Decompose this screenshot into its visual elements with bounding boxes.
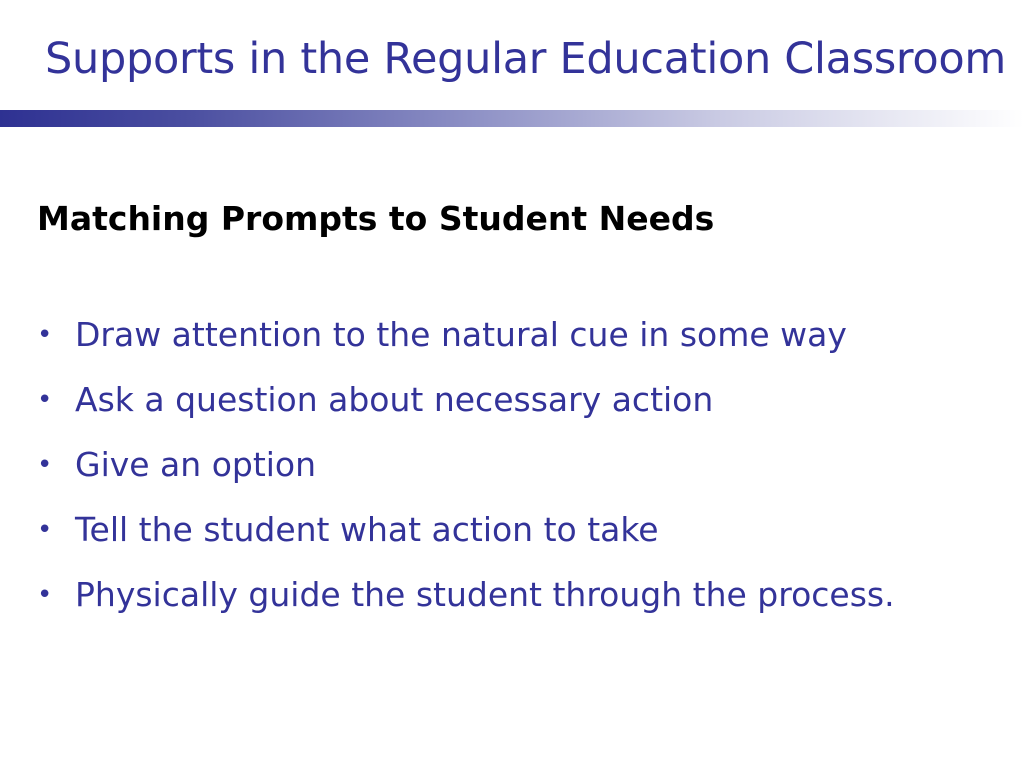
bullet-list <box>37 305 1017 630</box>
bullet-text: Ask a question about necessary action <box>75 380 714 419</box>
bullet-icon: • <box>37 320 53 350</box>
bullet-item <box>37 565 1017 630</box>
bullet-icon: • <box>37 515 53 545</box>
bullet-item <box>37 500 1017 565</box>
bullet-icon: • <box>37 580 53 610</box>
slide-title: Supports in the Regular Education Classroom <box>45 34 1006 84</box>
title-gradient-rule <box>0 110 1024 127</box>
bullet-item <box>37 370 1017 435</box>
bullet-text: Physically guide the student through the process. <box>75 575 895 614</box>
bullet-item <box>37 305 1017 370</box>
bullet-icon: • <box>37 385 53 415</box>
bullet-item <box>37 435 1017 500</box>
slide-subheading: Matching Prompts to Student Needs <box>37 199 715 238</box>
bullet-text: Give an option <box>75 445 317 484</box>
bullet-text: Tell the student what action to take <box>75 510 659 549</box>
bullet-icon: • <box>37 450 53 480</box>
bullet-text: Draw attention to the natural cue in some way <box>75 315 847 354</box>
